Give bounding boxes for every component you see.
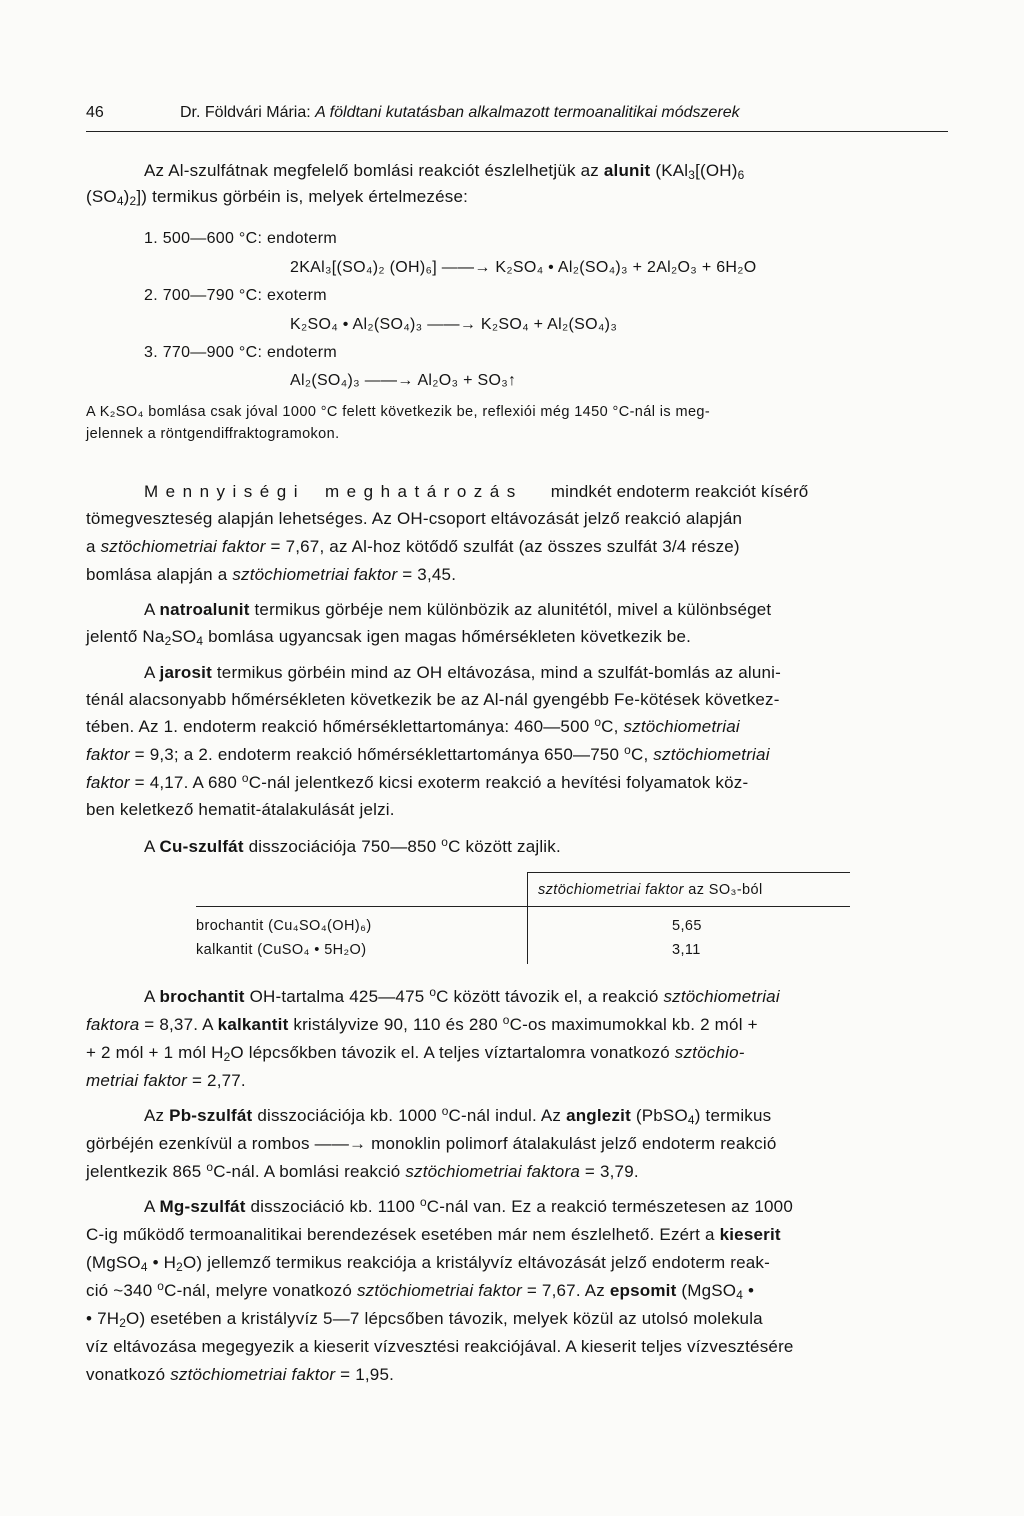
mg-line-1: A Mg-szulfát disszociáció kb. 1100 $^o$C-nál van. Ez a reakció természetesen az 1000 bbox=[144, 1195, 793, 1216]
cu-line: A Cu-szulfát disszociációja 750—850 $^o$C között zajlik. bbox=[144, 835, 561, 856]
brochantit-line-2: faktora = 8,37. A kalkantit kristályvize 90, 110 és 280 $^o$C-os maximumokkal kb. 2 mól + bbox=[86, 1013, 758, 1034]
author: Dr. Földvári Mária: bbox=[180, 104, 316, 121]
natro-line-2: jelentő $Na_2SO_4$ bomlása ugyancsak igen magas hőmérsékleten következik be. bbox=[86, 627, 692, 648]
table-header: sztöchiometriai faktor az SO₃-ból bbox=[538, 882, 763, 898]
note-line-1: A K₂SO₄ bomlása csak jóval 1000 °C felett következik be, reflexiói még 1450 °C-nál is meg- bbox=[86, 404, 711, 420]
reaction-3-label: 3. 770—900 °C: endoterm bbox=[144, 344, 337, 361]
jarosit-line-1: A jarosit termikus görbéin mind az OH eltávozása, mind a szulfát-bomlás az aluni- bbox=[144, 663, 781, 682]
jarosit-line-5: faktor = 4,17. A 680 $^o$C-nál jelentkező kicsi exoterm reakció a hevítési folyamatok köz- bbox=[86, 771, 749, 792]
mg-line-6: víz eltávozása megegyezik a kieserit vízvesztési reakciójával. A kieserit teljes vízvesztésére bbox=[86, 1337, 794, 1356]
intro-line-2: $(SO_4)_2$]) termikus görbéin is, melyek értelmezése: bbox=[86, 187, 469, 208]
table-row-2-name: kalkantit (CuSO₄ • 5H₂O) bbox=[196, 942, 367, 958]
pb-line-1: Az Pb-szulfát disszociációja kb. 1000 $^o$C-nál indul. Az anglezit (PbSO$_4$) termikus bbox=[144, 1104, 772, 1127]
pb-line-3: jelentkezik 865 $^o$C-nál. A bomlási reakció sztöchiometriai faktora = 3,79. bbox=[86, 1160, 639, 1181]
header-rule bbox=[86, 131, 948, 132]
intro-line-1: Az Al-szulfátnak megfelelő bomlási reakciót észlelhetjük az alunit ($KAl_3[(OH)_6$ bbox=[144, 161, 745, 182]
page-number: 46 bbox=[86, 104, 104, 121]
table-top-rule bbox=[527, 872, 850, 873]
mg-line-3: (MgSO$_4$ • $H_2O$) jellemző termikus reakciója a kristályvíz eltávozását jelző endoterm reak- bbox=[86, 1253, 770, 1274]
mg-line-4: ció ~340 $^o$C-nál, melyre vonatkozó sztöchiometriai faktor = 7,67. Az epsomit (MgSO$_4$ • bbox=[86, 1279, 755, 1302]
mg-line-2: C-ig működő termoanalitikai berendezések esetében már nem észlelhető. Ezért a kieserit bbox=[86, 1225, 781, 1244]
quant-line-1: Mennyiségi meghatározás mindkét endoterm reakciót kísérő bbox=[144, 482, 809, 501]
mg-line-7: vonatkozó sztöchiometriai faktor = 1,95. bbox=[86, 1365, 395, 1384]
table-row-1-name: brochantit (Cu₄SO₄(OH)₆) bbox=[196, 918, 372, 934]
jarosit-line-3: tében. Az 1. endoterm reakció hőmérséklettartománya: 460—500 $^o$C, sztöchiometriai bbox=[86, 715, 740, 736]
table-mid-rule bbox=[196, 906, 850, 907]
reaction-2-label: 2. 700—790 °C: exoterm bbox=[144, 287, 327, 304]
quant-line-3: a sztöchiometriai faktor = 7,67, az Al-hoz kötődő szulfát (az összes szulfát 3/4 része) bbox=[86, 537, 740, 556]
mg-line-5: • $7H_2O$) esetében a kristályvíz 5—7 lépcsőben távozik, melyek közül az utolsó molekula bbox=[86, 1309, 763, 1330]
table-row-1-value: 5,65 bbox=[672, 918, 702, 934]
book-title: A földtani kutatásban alkalmazott termoanalitikai módszerek bbox=[315, 104, 740, 121]
quant-line-4: bomlása alapján a sztöchiometriai faktor = 3,45. bbox=[86, 565, 457, 584]
jarosit-line-6: ben keletkező hematit-átalakulását jelzi. bbox=[86, 800, 395, 819]
reaction-1-label: 1. 500—600 °C: endoterm bbox=[144, 230, 337, 247]
table-vline-top bbox=[527, 872, 528, 906]
reaction-1-equation: 2KAl₃[(SO₄)₂ (OH)₆] ——→ K₂SO₄ • Al₂(SO₄)₃ + 2Al₂O₃ + 6H₂O bbox=[290, 259, 757, 276]
table-row-2-value: 3,11 bbox=[672, 942, 701, 958]
reaction-2-equation: K₂SO₄ • Al₂(SO₄)₃ ——→ K₂SO₄ + Al₂(SO₄)₃ bbox=[290, 316, 618, 333]
natro-line-1: A natroalunit termikus görbéje nem különbözik az alunitétól, mivel a különbséget bbox=[144, 600, 772, 619]
brochantit-line-4: metriai faktor = 2,77. bbox=[86, 1071, 246, 1090]
pb-line-2: görbéjén ezenkívül a rombos ——→ monoklin polimorf átalakulást jelző endoterm reakció bbox=[86, 1134, 777, 1153]
quant-line-2: tömegveszteség alapján lehetséges. Az OH-csoport eltávozását jelző reakció alapján bbox=[86, 509, 743, 528]
jarosit-line-2: ténál alacsonyabb hőmérsékleten következik be az Al-nál gyengébb Fe-kötések következ- bbox=[86, 690, 780, 709]
reaction-3-equation: Al₂(SO₄)₃ ——→ Al₂O₃ + SO₃↑ bbox=[290, 372, 517, 389]
note-line-2: jelennek a röntgendiffraktogramokon. bbox=[86, 426, 340, 442]
brochantit-line-3: + 2 mól + 1 mól $H_2O$ lépcsőkben távozik el. A teljes víztartalomra vonatkozó sztöchio- bbox=[86, 1043, 745, 1064]
running-title bbox=[180, 104, 740, 122]
table-vline-body bbox=[527, 906, 528, 964]
jarosit-line-4: faktor = 9,3; a 2. endoterm reakció hőmérséklettartománya 650—750 $^o$C, sztöchiometriai bbox=[86, 743, 770, 764]
brochantit-line-1: A brochantit OH-tartalma 425—475 $^o$C között távozik el, a reakció sztöchiometriai bbox=[144, 985, 780, 1006]
